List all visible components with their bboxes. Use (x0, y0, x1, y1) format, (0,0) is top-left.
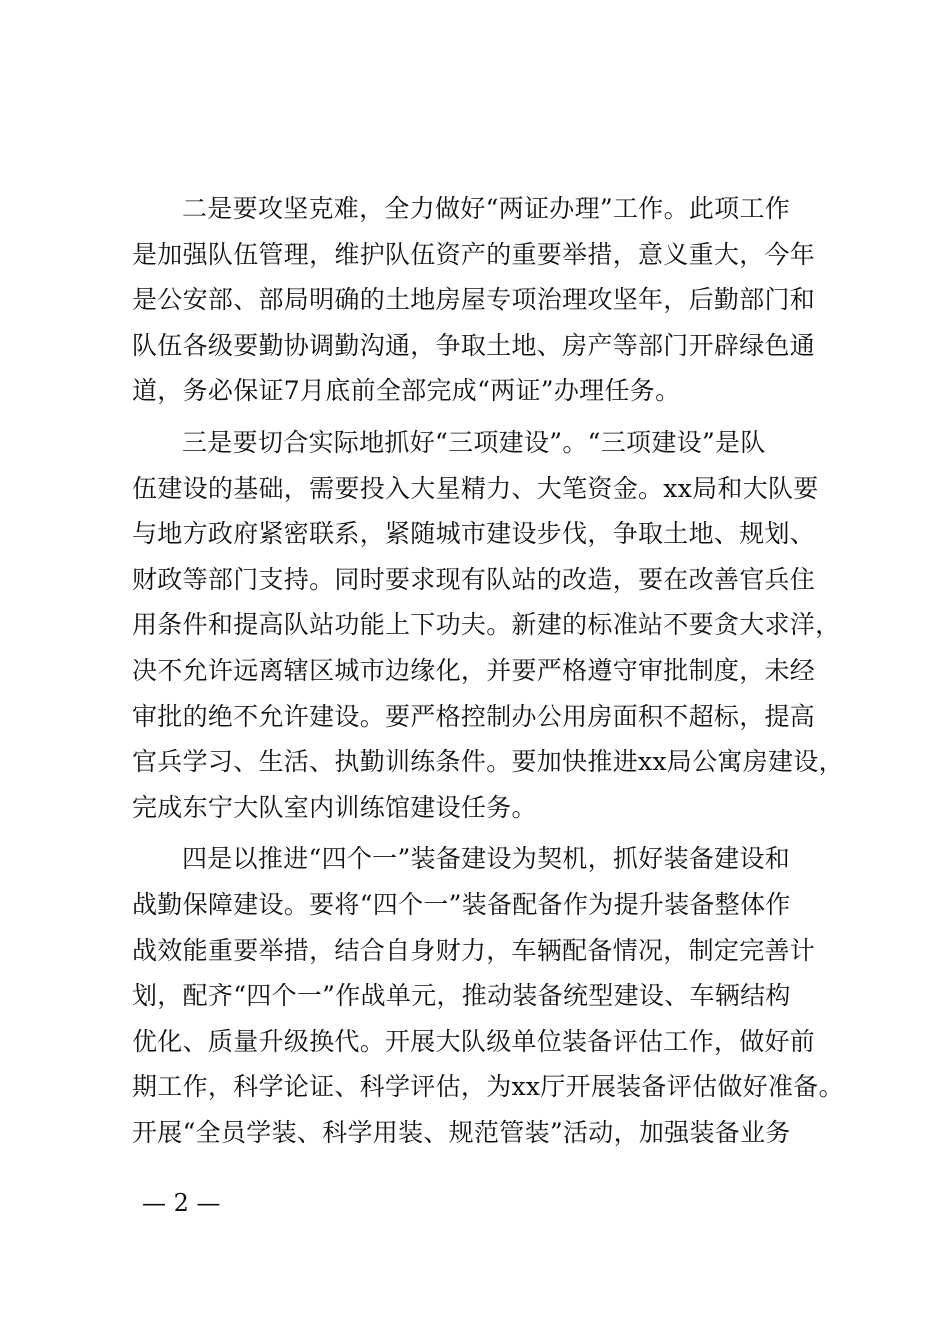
paragraph-2-line-7: 审批的绝不允许建设。要严格控制办公用房面积不超标，提高 (132, 701, 816, 731)
paragraph-1-line-3: 是公安部、部局明确的土地房屋专项治理攻坚年，后勤部门和 (132, 285, 816, 315)
paragraph-3-line-4: 划，配齐“四个一”作战单元，推动装备统型建设、车辆结构 (132, 981, 791, 1011)
paragraph-2-line-3: 与地方政府紧密联系，紧随城市建设步伐，争取土地、规划、 (132, 519, 816, 549)
paragraph-3-line-5: 优化、质量升级换代。开展大队级单位装备评估工作，做好前 (132, 1026, 816, 1056)
paragraph-3-line-1: 四是以推进“四个一”装备建设为契机，抓好装备建设和 (182, 844, 791, 874)
body-text (132, 186, 844, 1155)
page-number: — 2 — (142, 1189, 221, 1217)
paragraph-1-line-4: 队伍各级要勤协调勤沟通，争取土地、房产等部门开辟绿色通 (132, 330, 816, 360)
paragraph-3-line-3: 战效能重要举措，结合自身财力，车辆配备情况，制定完善计 (132, 935, 816, 965)
paragraph-1-line-5: 道，务必保证7月底前全部完成“两证”办理任务。 (132, 376, 681, 406)
paragraph-3-line-7: 开展“全员学装、科学用装、规范管装”活动，加强装备业务 (132, 1117, 791, 1147)
paragraph-2-line-1: 三是要切合实际地抓好“三项建设”。“三项建设”是队 (182, 427, 766, 457)
paragraph-2-line-9: 完成东宁大队室内训练馆建设任务。 (132, 792, 537, 822)
paragraph-2-line-8: 官兵学习、生活、执勤训练条件。要加快推进xx局公寓房建设， (132, 747, 844, 777)
paragraph-2-line-2: 伍建设的基础，需要投入大星精力、大笔资金。xx局和大队要 (132, 473, 819, 503)
paragraph-3-line-6: 期工作，科学论证、科学评估，为xx厅开展装备评估做好准备。 (132, 1072, 844, 1102)
paragraph-2-line-5: 用条件和提高队站功能上下功夫。新建的标准站不要贪大求洋， (132, 610, 841, 640)
paragraph-1-line-1: 二是要攻坚克难，全力做好“两证办理”工作。此项工作 (182, 194, 791, 223)
paragraph-3-line-2: 战勤保障建设。要将“四个一”装备配备作为提升装备整体作 (132, 889, 791, 919)
paragraph-1-line-2: 是加强队伍管理，维护队伍资产的重要举措，意义重大，今年 (132, 239, 816, 269)
paragraph-2-line-6: 决不允许远离辖区城市边缘化，并要严格遵守审批制度，未经 (132, 655, 816, 685)
paragraph-2-line-4: 财政等部门支持。同时要求现有队站的改造，要在改善官兵住 (132, 564, 816, 594)
